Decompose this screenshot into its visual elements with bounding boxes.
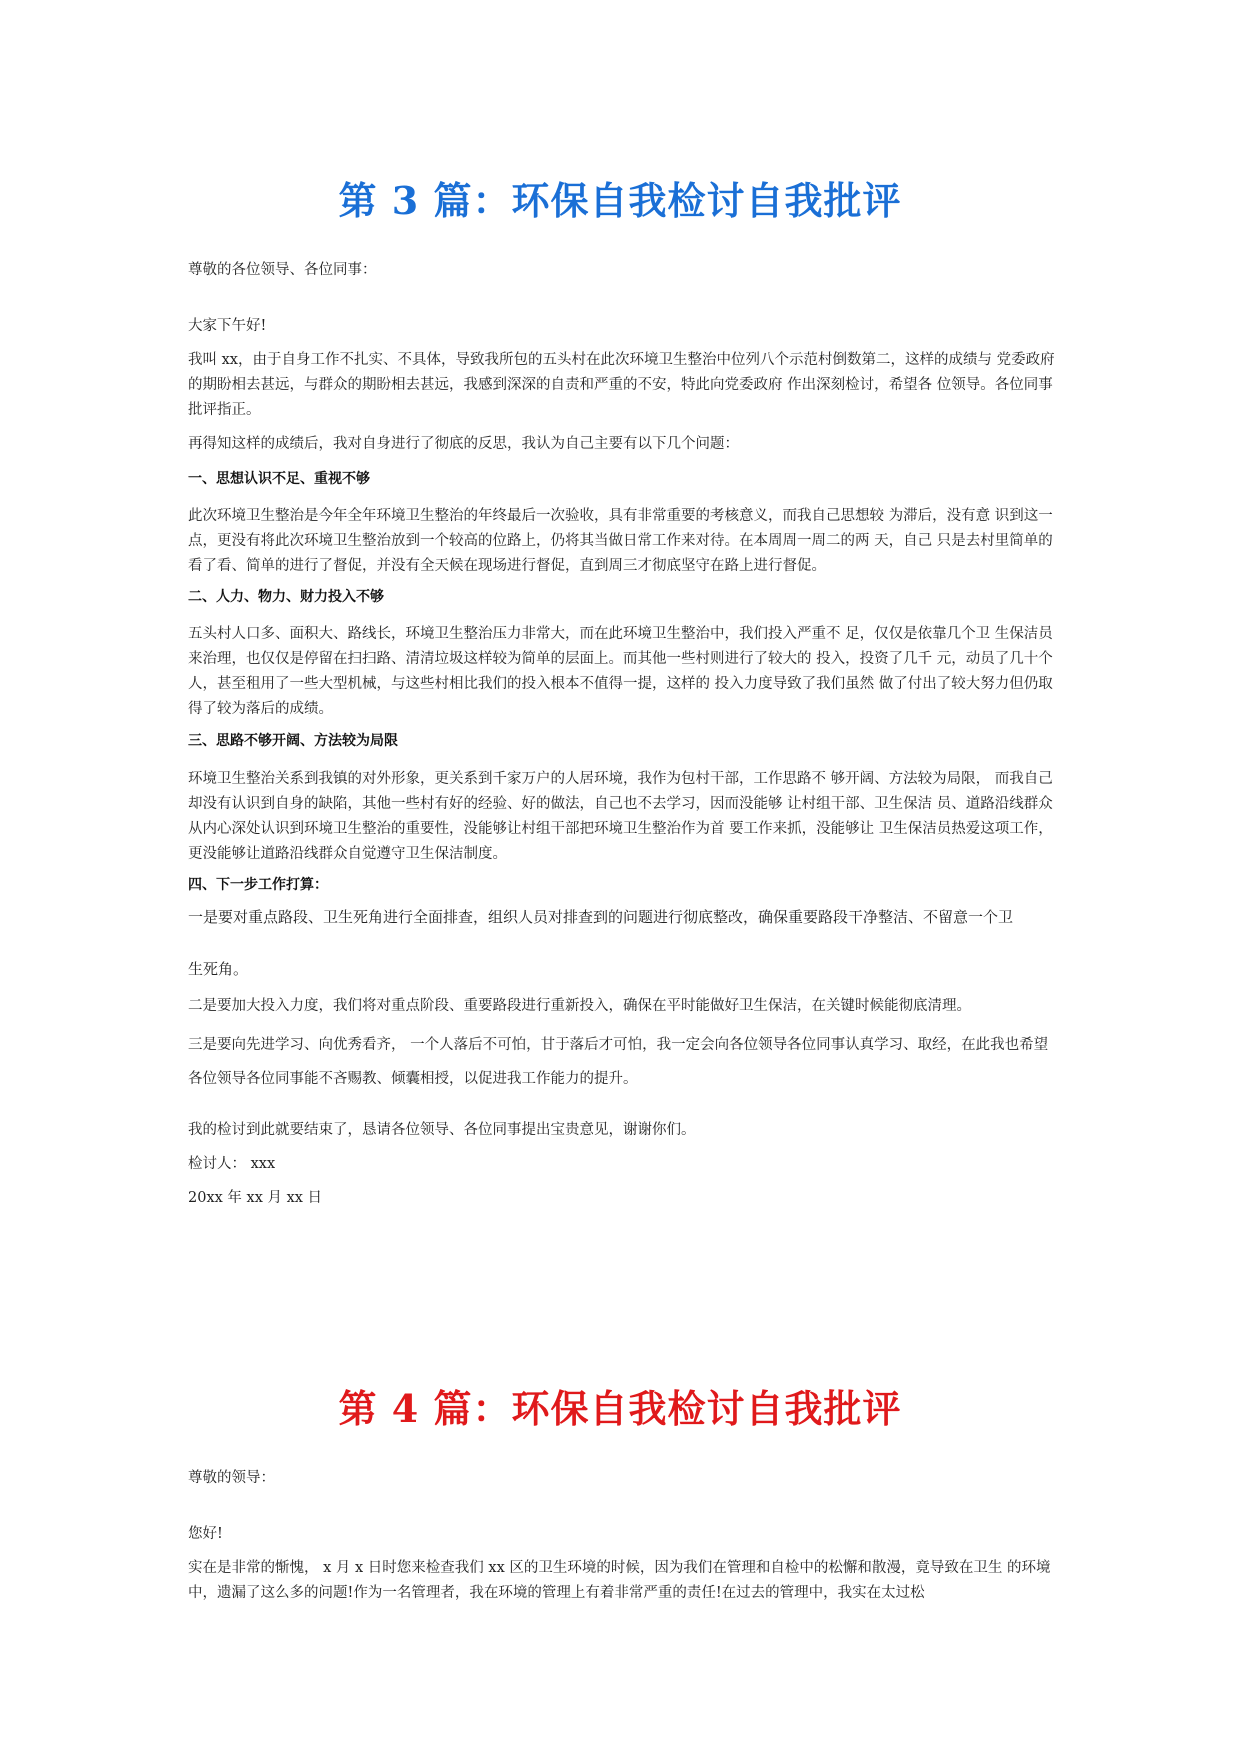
- paragraph-2: 五头村人口多、面积大、路线长，环境卫生整治压力非常大，而在此环境卫生整治中，我们投入严重不 足，仅仅是依靠几个卫 生保洁员来治理，也仅仅是停留在扫扫路、清清垃圾这样较为简单的层面上。而其他一些村则进行了较大的 投入，投资了几千 元，动员了几十个人，甚至租用了一些大型机械，与这些村相比我们的投入根本不值得一提，这样的 投入力度导致了我们虽然 做了付出了较大努力但仍取得了较为落后的成绩。: [188, 626, 1053, 717]
- heading-1: 一、思想认识不足、重视不够: [188, 471, 370, 487]
- reflection-paragraph: 再得知这样的成绩后，我对自身进行了彻底的反思，我认为自己主要有以下几个问题：: [188, 436, 739, 452]
- salutation: 尊敬的各位领导、各位同事：: [188, 262, 377, 278]
- section-4-intro: 实在是非常的惭愧， x 月 x 日时您来检查我们 xx 区的卫生环境的时候，因为我们在管理和自检中的松懈和散漫，竟导致在卫生 的环境中，遗漏了这么多的问题!作为一名管理者，我在环境的管理上有着非常严重的责任!在过去的管理中，我实在太过松: [188, 1560, 1051, 1601]
- section-4-salutation: 尊敬的领导：: [188, 1470, 275, 1486]
- plan-3: 三是要向先进学习、向优秀看齐， 一个人落后不可怕，甘于落后才可怕，我一定会向各位领导各位同事认真学习、取经，在此我也希望各位领导各位同事能不吝赐教、倾囊相授，以促进我工作能力的提升。: [188, 1037, 1049, 1087]
- plan-1-line-2: 生死角。: [188, 960, 249, 978]
- signer: 检讨人： xxx: [188, 1156, 276, 1172]
- section-4-greeting: 您好!: [188, 1526, 223, 1542]
- greeting: 大家下午好!: [188, 318, 267, 334]
- paragraph-3: 环境卫生整治关系到我镇的对外形象，更关系到千家万户的人居环境，我作为包村干部，工作思路不 够开阔、方法较为局限， 而我自己却没有认识到自身的缺陷，其他一些村有好的经验、好的做法，自己也不去学习，因而没能够 让村组干部、卫生保洁 员、道路沿线群众从内心深处认识到环境卫生整治的重要性，没能够让村组干部把环境卫生整治作为首 要工作来抓，没能够让 卫生保洁员热爱这项工作，更没能够让道路沿线群众自觉遵守卫生保洁制度。: [188, 771, 1053, 862]
- section-4-title: 第 4 篇：环保自我检讨自我批评: [338, 1386, 902, 1431]
- date: 20xx 年 xx 月 xx 日: [188, 1190, 323, 1206]
- plan-1-line-1: 一是要对重点路段、卫生死角进行全面排查，组织人员对排查到的问题进行彻底整改，确保重要路段干净整洁、不留意一个卫: [188, 908, 1014, 926]
- heading-2: 二、人力、物力、财力投入不够: [188, 589, 384, 605]
- heading-4: 四、下一步工作打算：: [188, 877, 328, 893]
- heading-3: 三、思路不够开阔、方法较为局限: [188, 733, 398, 749]
- plan-2: 二是要加大投入力度，我们将对重点阶段、重要路段进行重新投入，确保在平时能做好卫生保洁，在关键时候能彻底清理。: [188, 998, 971, 1014]
- intro-paragraph: 我叫 xx，由于自身工作不扎实、不具体，导致我所包的五头村在此次环境卫生整治中位列八个示范村倒数第二，这样的成绩与 党委政府的期盼相去甚远，与群众的期盼相去甚远，我感到深深的自责和严重的不安，特此向党委政府 作出深刻检讨，希望各 位领导。各位同事批评指正。: [188, 352, 1055, 418]
- closing-paragraph: 我的检讨到此就要结束了，恳请各位领导、各位同事提出宝贵意见，谢谢你们。: [188, 1122, 696, 1138]
- paragraph-1: 此次环境卫生整治是今年全年环境卫生整治的年终最后一次验收，具有非常重要的考核意义，而我自己思想较 为滞后，没有意 识到这一点，更没有将此次环境卫生整治放到一个较高的位路上，仍将其当做日常工作来对待。在本周周一周二的两 天，自己 只是去村里简单的看了看、简单的进行了督促，并没有全天候在现场进行督促，直到周三才彻底坚守在路上进行督促。: [188, 508, 1053, 574]
- section-3-title: 第 3 篇：环保自我检讨自我批评: [338, 178, 902, 223]
